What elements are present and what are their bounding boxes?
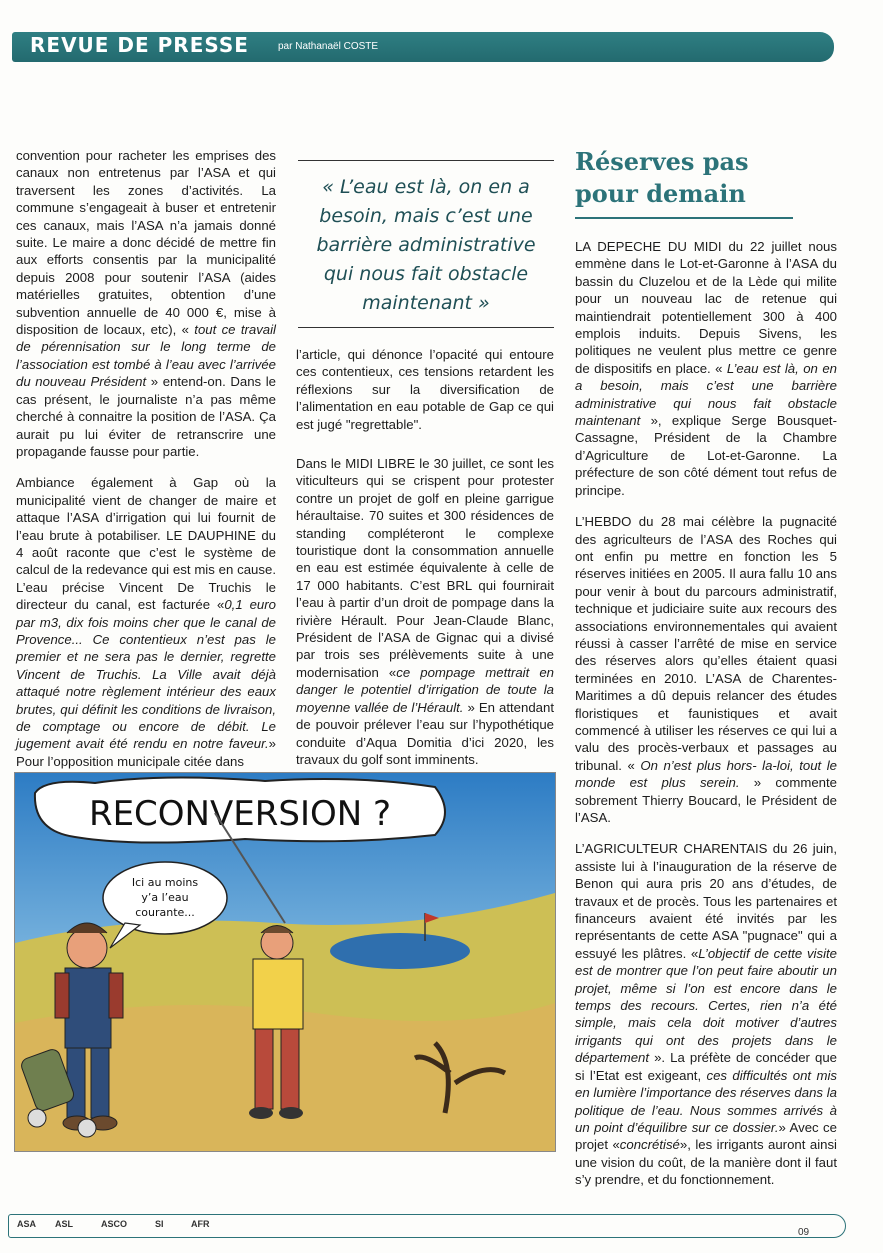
article-paragraph: L’HEBDO du 28 mai célèbre la pugnacité des agriculteurs de l’ASA des Roches qui ont enfin pu mettre en fonction les 5 réserves initiées en 2005. Il aura fallu 10 ans pour venir à bout du parcours administratif, technique et judiciaire suite aux recours des associations environnementales qui avaient réussi à casser l’arrêté de mise en service des réserves alors qu’elles étaient quasi terminées en 2010. L’ASA de Charentes-Maritimes a dû depuis relancer des études floristiques et faunistiques et avait commencé à utiliser les réserves ce qui lui a valu des procès-verbaux et passages au tribunal. « On n’est plus hors- la-loi, tout le monde est plus serein. » commente sobrement Thierry Boucard, le Président de l’ASA.	[575, 514, 837, 825]
speech-line-2: y’a l’eau	[141, 891, 189, 904]
pull-quote-box	[298, 160, 554, 328]
section-title: REVUE DE PRESSE	[30, 33, 249, 57]
section-header-bar	[12, 32, 834, 62]
cartoon-illustration	[14, 772, 556, 1152]
speech-line-1: Ici au moins	[131, 876, 199, 889]
sidebar-title: Réserves pas pour demain	[575, 147, 749, 208]
sidebar-title-rule	[575, 217, 793, 219]
column-1	[16, 147, 276, 784]
cartoon-drawing	[15, 773, 555, 1151]
article-paragraph: l’article, qui dénonce l’opacité qui entoure ces contentieux, ces tensions retardent les réflexions sur la diversification de l’alimentation en eau potable de Gap ce qui est jugé "regrettable".	[296, 347, 554, 432]
pond	[330, 933, 470, 969]
footer-item: ASCO	[101, 1219, 128, 1229]
article-paragraph: Dans le MIDI LIBRE le 30 juillet, ce sont les viticulteurs qui se crispent pour protester contre un projet de golf en pleine garrigue héraultaise. 70 suites et 300 résidences de standing compléteront le complexe touristique dont la consommation annuelle en eau est estimée équivalente à celle de 17 000 habitants. C’est BRL qui fournirait l’eau à partir d’un droit de pompage dans la rivière Hérault. Pour Jean-Claude Blanc, Président de l’ASA de Gignac qui a divisé par trois ses prélèvements suite à une modernisation «ce pompage mettrait en danger le potentiel d’irrigation de toute la moyenne vallée de l’Hérault. » En attendant de pouvoir prélever l’eau sur l’hypothétique conduite d’Aqua Domitia d’ici 2020, les travaux du golf sont imminents.	[296, 456, 555, 767]
column-2-bottom	[296, 455, 554, 768]
article-paragraph: convention pour racheter les emprises des canaux non entretenus par l’ASA et qui traversent les zones d’activités. La commune s’engageait à buser et entretenir ces canaux, mais l’ASA n’a jamais donné suite. Le maire a donc décidé de mettre fin aux efforts consentis par la municipalité depuis 2008 pour soutenir l’ASA (aides matérielles gratuites, obtention d’une subvention annuelle de 40 000 €, mise à disposition de locaux, etc), « tout ce travail de pérennisation sur le long terme de l’association est tombé à l’eau avec l’arrivée du nouveau Président » entend-on. Dans le cas présent, le journaliste n’a pas même cherché à connaitre la position de l’ASA. Ça aurait pu lui éviter de retranscrire une propagande fausse pour partie.	[16, 148, 276, 459]
footer-item: ASA	[17, 1219, 37, 1229]
column-2-top	[296, 346, 554, 433]
footer-item: SI	[155, 1219, 164, 1229]
article-paragraph: LA DEPECHE DU MIDI du 22 juillet nous emmène dans le Lot-et-Garonne à l’ASA du bassin du Cluzelou et de la Lède qui milite pour un nouveau lac de retenue qui maintiendrait potentiellement 300 à 400 emplois induits. Depuis Sivens, les politiques ne veulent plus mettre ce genre de dispositifs en place. « L’eau est là, on en a besoin, mais c’est une barrière administrative qui nous fait obstacle maintenant », explique Serge Bousquet-Cassagne, Président de la Chambre d’Agriculture de Lot-et-Garonne. La préfecture de son côté dément tout refus de principe.	[575, 239, 837, 498]
author-byline: par Nathanaël COSTE	[278, 41, 379, 52]
speech-line-3: courante...	[135, 906, 195, 919]
page-number: 09	[798, 1227, 810, 1238]
footer-bar	[8, 1214, 846, 1238]
cartoon-title: RECONVERSION ?	[88, 794, 392, 834]
article-paragraph: L’AGRICULTEUR CHARENTAIS du 26 juin, assiste lui à l’inauguration de la réserve de Benon qui aura pris 20 ans d’études, de travaux et de procès. Tous les partenaires et financeurs avaient été invités par les représentants de cette ASA "pugnace" qui a essuyé les plâtres. «L’objectif de cette visite est de montrer que l’on peut faire aboutir un projet, même si l’on est encore dans le temps des recours. Certes, rien n’a été simple, mais cela doit motiver d’autres irrigants qui ont des projets dans le département ». La préfète de concéder que si l’Etat est exigeant, ces difficultés ont mis en lumière l’importance des réserves dans la politique de l’eau. Nous sommes arrivés à un point d’équilibre sur ce dossier.» Avec ce projet «concrétisé», les irrigants auront ainsi une vision du coût, de la manière dont il faut s’y prendre, et du fonctionnement.	[575, 841, 837, 1188]
footer-item: AFR	[191, 1219, 210, 1229]
pull-quote: « L’eau est là, on en a besoin, mais c’est une barrière administrative qui nous fait obstacle maintenant »	[316, 176, 536, 314]
article-paragraph: Ambiance également à Gap où la municipalité vient de changer de maire et attaque l’ASA d’irrigation qui lui fournit de l’eau brute à potabiliser. LE DAUPHINE du 4 août raconte que c’est le système de calcul de la redevance qui est mis en cause. L’eau précise Vincent De Truchis le directeur du canal, est facturée «0,1 euro par m3, dix fois moins cher que le canal de Provence... Ce contentieux n’est pas le premier et ne sera pas le dernier, regrette Vincent de Truchis. La Ville avait déjà attaqué notre règlement intérieur des eaux brutes, qui définit les conditions de livraison, de comptage ou encore de débit. Le jugement avait été rendu en notre faveur.» Pour l’opposition municipale citée dans	[16, 475, 276, 769]
column-3	[575, 238, 837, 1203]
footer-item: ASL	[55, 1219, 73, 1229]
